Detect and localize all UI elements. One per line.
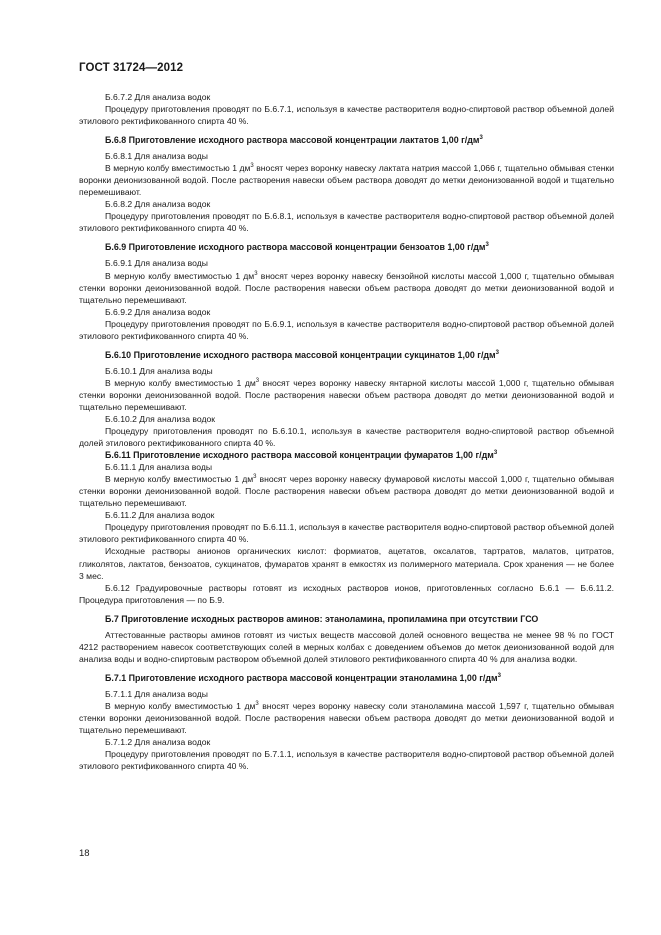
paragraph [79,688,614,700]
superscript: 3 [493,450,498,457]
paragraph [79,413,614,425]
block-text: Б.7.1.2 Для анализа водок [105,737,211,748]
paragraph [79,257,614,269]
block-text: Б.7.1 Приготовление исходного раствора массовой концентрации этаноламина 1,00 г/дм [105,672,498,683]
superscript: 3 [253,474,257,481]
paragraph [79,748,614,772]
section-heading [79,241,614,253]
paragraph [79,521,614,545]
paragraph [79,473,614,509]
section-heading [79,449,614,461]
block-text: Процедуру приготовления проводят по Б.6.9.1, используя в качестве растворителя водно-спиртовой раствор объемной долей этилового ректификованного спирта 40 %. [79,318,614,341]
superscript: 3 [250,163,254,170]
block-text: В мерную колбу вместимостью 1 дм [105,270,255,281]
block-text: Процедуру приготовления проводят по Б.6.7.1, используя в качестве растворителя водно-спиртовой раствор объемной долей этилового ректификованного спирта 40 %. [79,104,614,127]
block-text: Б.6.9 Приготовление исходного раствора массовой концентрации бензоатов 1,00 г/дм [105,242,486,253]
block-text: Б.7 Приготовление исходных растворов аминов: этаноламина, пропиламина при отсутствии ГСО [105,613,539,624]
paragraph [79,736,614,748]
section-heading [79,349,614,361]
block-text: Б.6.11.1 Для анализа воды [105,462,213,473]
block-text-continued: вносят через воронку навеску лактата натрия массой 1,066 г, тщательно обмывая стенки воронки деионизованной водой. После растворения навески объем раствора доводят до метки деионизованной водой и тщательно перемешивают. [79,163,614,198]
paragraph [79,198,614,210]
block-text: Б.6.12 Градуировочные растворы готовят из исходных растворов ионов, приготовленных согласно Б.6.1 — Б.6.11.2. Процедура приготовления — по Б.9. [79,582,614,605]
block-text-continued: вносят через воронку навеску янтарной кислоты массой 1,000 г, тщательно обмывая стенки воронки деионизованной водой. После растворения навески объем раствора доводят до метки деионизованной водой и тщательно перемешивают. [79,377,614,412]
paragraph [79,700,614,736]
block-text: Процедуру приготовления проводят по Б.6.8.1, используя в качестве растворителя водно-спиртовой раствор объемной долей этилового ректификованного спирта 40 %. [79,211,614,234]
block-text: Процедуру приготовления проводят по Б.6.11.1, используя в качестве растворителя водно-спиртовой раствор объемной долей этилового ректификованного спирта 40 %. [79,522,615,545]
block-text: Процедуру приготовления проводят по Б.7.1.1, используя в качестве растворителя водно-спиртовой раствор объемной долей этилового ректификованного спирта 40 %. [79,749,614,772]
superscript: 3 [255,377,260,384]
block-text: Б.6.11.2 Для анализа водок [105,510,215,521]
standard-title: ГОСТ 31724—2012 [79,62,184,74]
block-text-continued: вносят через воронку навеску бензойной кислоты массой 1,000 г, тщательно обмывая стенки воронки деионизованной водой. После растворения навески объем раствора доводят до метки деионизованной водой и тщательно перемешивают. [79,270,614,305]
block-text: Б.6.10 Приготовление исходного раствора массовой концентрации сукцинатов 1,00 г/дм [105,349,496,360]
paragraph [79,270,614,306]
block-text: В мерную колбу вместимостью 1 дм [105,474,254,485]
paragraph [79,425,614,449]
block-text: Аттестованные растворы аминов готовят из чистых веществ массовой долей основного вещества не менее 98 % по ГОСТ 4212 растворением навесок соответствующих солей в мерных колбах с доведением объемов до меток деионизованной водой для анализа воды и водно-спиртовым раствором объемной долей этилового ректификованного спирта 40 % для анализа водки. [79,629,614,664]
paragraph [79,377,614,413]
superscript: 3 [497,672,501,679]
block-text: В мерную колбу вместимостью 1 дм [105,163,251,174]
paragraph [79,582,614,606]
paragraph [79,91,614,103]
paragraph [79,509,614,521]
superscript: 3 [255,700,259,707]
paragraph [79,461,614,473]
page-number: 18 [79,848,90,859]
paragraph [79,318,614,342]
block-text: Б.6.10.2 Для анализа водок [105,413,216,424]
paragraph [79,365,614,377]
block-text: Б.7.1.1 Для анализа воды [105,688,208,699]
block-text-continued: вносят через воронку навеску соли этаноламина массой 1,597 г, тщательно обмывая стенки воронки деионизованной водой. После растворения навески объем раствора доводят до метки деионизованной водой и тщательно перемешивают. [79,700,614,735]
block-text: Б.6.9.2 Для анализа водок [105,306,211,317]
block-text: Б.6.9.1 Для анализа воды [105,258,208,269]
block-text: В мерную колбу вместимостью 1 дм [105,377,256,388]
paragraph [79,545,614,581]
block-text: В мерную колбу вместимостью 1 дм [105,700,256,711]
block-text: Б.6.7.2 Для анализа водок [105,92,211,102]
paragraph [79,150,614,162]
block-text: Б.6.8.2 Для анализа водок [105,199,211,210]
block-text-continued: вносят через воронку навеску фумаровой кислоты массой 1,000 г, тщательно обмывая стенки воронки деионизованной водой. После растворения навески объем раствора доводят до метки деионизованной водой и тщательно перемешивают. [79,474,615,509]
paragraph [79,306,614,318]
block-text: Б.6.8.1 Для анализа воды [105,151,208,162]
section-heading [79,613,614,625]
superscript: 3 [495,349,499,356]
paragraph [79,162,614,198]
superscript: 3 [254,270,258,277]
document-body [79,91,614,772]
superscript: 3 [485,242,489,249]
block-text: Б.6.11 Приготовление исходного раствора массовой концентрации фумаратов 1,00 г/дм [105,450,494,461]
paragraph [79,103,614,127]
superscript: 3 [479,135,483,142]
paragraph [79,629,614,665]
section-heading [79,134,614,146]
paragraph [79,210,614,234]
section-heading [79,672,614,684]
block-text: Процедуру приготовления проводят по Б.6.10.1, используя в качестве растворителя водно-спиртовой раствор объемной долей этилового ректификованного спирта 40 %. [79,426,614,449]
block-text: Исходные растворы анионов органических кислот: формиатов, ацетатов, оксалатов, тартратов, малатов, цитратов, гликолятов, лактатов, бензоатов, сукцинатов, фумаратов хранят в емкостях из полимерного материала. Срок хранения — не более 3 мес. [79,546,614,581]
block-text: Б.6.10.1 Для анализа воды [105,365,213,376]
block-text: Б.6.8 Приготовление исходного раствора массовой концентрации лактатов 1,00 г/дм [105,135,480,146]
